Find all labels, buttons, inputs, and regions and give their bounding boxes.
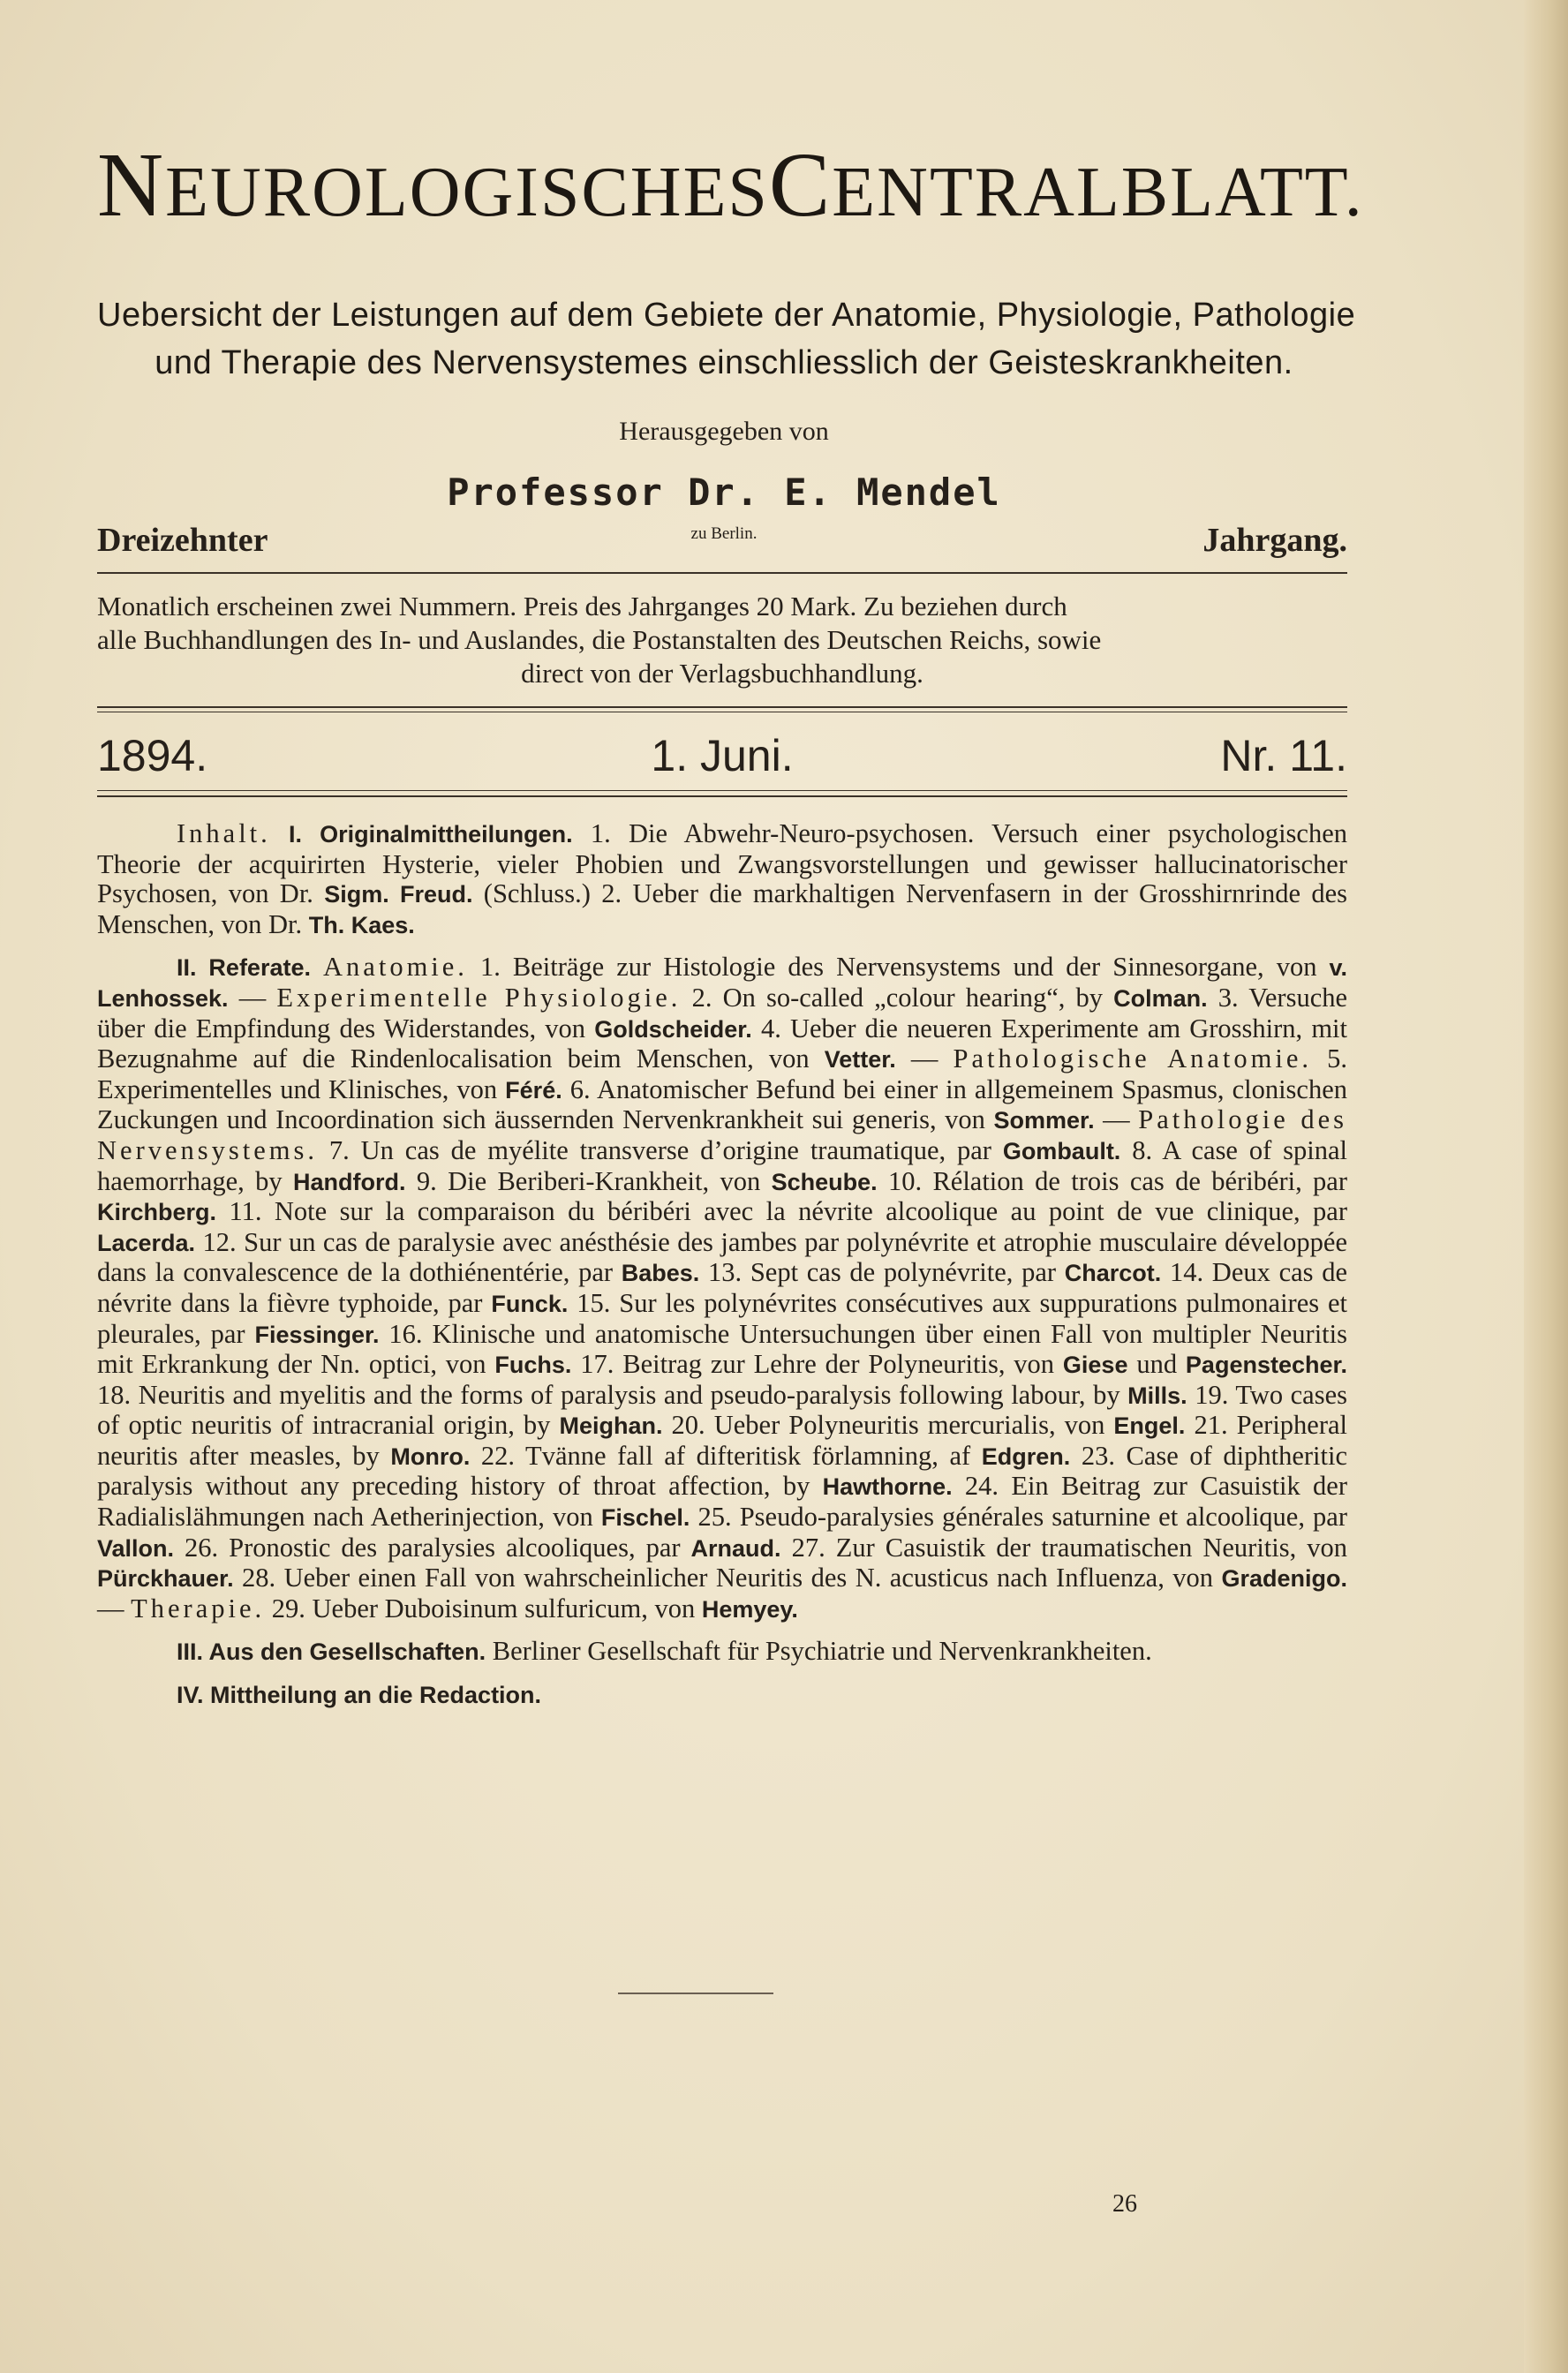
page-number: 26 [1112, 2190, 1137, 2218]
issue-line [97, 730, 1347, 783]
contents-section-mittheilung: IV. Mittheilung an die Redaction. [177, 1682, 542, 1709]
contents-section-originals: Inhalt. I. Originalmittheilungen. 1. Die Abwehr-Neuro-psychosen. Versuch einer psychologischen Theorie der acquirirten Hysterie, vieler Phobien und Zwangsvorstellungen und gewisser hallucinatorischer Psychosen, von Dr. Sigm. Freud. (Schluss.) 2. Ueber die markhaltigen Nervenfasern in der Grosshirnrinde des Menschen, von Dr. Th. Kaes. [97, 818, 1347, 939]
volume-label: Jahrgang. [1202, 522, 1347, 559]
editor-location: zu Berlin. [690, 524, 758, 543]
contents-section-referate: II. Referate. Anatomie. 1. Beiträge zur Histologie des Nervensystems und der Sinnesorgane, von v. Lenhossek. — Experimentelle Physiologie. 2. On so-called „colour hearing“, by Colman. 3. Versuche über die Empfindung des Widerstandes, von Goldscheider. 4. Ueber die neueren Experimente am Grosshirn, mit Bezugnahme auf die Rindenlocalisation beim Menschen, von Vetter. — Pathologische Anatomie. 5. Experimentelles und Klinisches, von Féré. 6. Anatomischer Befund bei einer in allgemeinem Spasmus, clonischen Zuckungen und Incoordination sich äussernden Nervenkrankheit sui generis, von Sommer. — Pathologie des Nervensystems. 7. Un cas de myélite transverse d’origine traumatique, par Gombault. 8. A case of spinal haemorrhage, by Handford. 9. Die Beriberi-Krankheit, von Scheube. 10. Rélation de trois cas de béribéri, par Kirchberg. 11. Note sur la comparaison du béribéri avec la névrite alcoolique au point de vue clinique, par Lacerda. 12. Sur un cas de paralysie avec anésthésie des jambes par polynévrite et atrophie musculaire développée dans la convalescence de la dothiénentérie, par Babes. 13. Sept cas de polynévrite, par Charcot. 14. Deux cas de névrite dans la fièvre typhoide, par Funck. 15. Sur les polynévrites consécutives aux suppurations pulmonaires et pleurales, par Fiessinger. 16. Klinische und anatomische Untersuchungen über einen Fall von multipler Neuritis mit Erkrankung der Nn. optici, von Fuchs. 17. Beitrag zur Lehre der Polyneuritis, von Giese und Pagenstecher. 18. Neuritis and myelitis and the forms of paralysis and pseudo-paralysis following labour, by Mills. 19. Two cases of optic neuritis of intracranial origin, by Meighan. 20. Ueber Polyneuritis mercurialis, von Engel. 21. Peripheral neuritis after measles, by Monro. 22. Tvänne fall af difteritisk förlamning, af Edgren. 23. Case of diphtheritic paralysis without any preceding history of throat affection, by Hawthorne. 24. Ein Beitrag zur Casuistik der Radialislähmungen nach Aetherinjection, von Fischel. 25. Pseudo-paralysies générales saturnine et alcoolique, par Vallon. 26. Pronostic des paralysies alcooliques, par Arnaud. 27. Zur Casuistik der traumatischen Neuritis, von Pürckhauer. 28. Ueber einen Fall von wahrscheinlicher Neuritis des N. acusticus nach Influenza, von Gradenigo. — Therapie. 29. Ueber Duboisinum sulfuricum, von Hemyey. [97, 952, 1348, 1623]
issue-rule-top [97, 706, 1347, 708]
journal-title: NEUROLOGISCHESCENTRALBLATT. [97, 134, 1364, 236]
subscription-notice: Monatlich erscheinen zwei Nummern. Preis des Jahrganges 20 Mark. Zu beziehen durch alle Buchhandlungen des In- und Auslandes, die Postanstalten des Deutschen Reichs, sowie direct von der Verlagsbuchhandlung. [97, 591, 1102, 689]
publisher-intro: Herausgegeben von [619, 417, 829, 446]
issue-rule-bottom [97, 795, 1347, 797]
journal-subtitle: Uebersicht der Leistungen auf dem Gebiete der Anatomie, Physiologie, Pathologie und Therapie des Nervensystemes einschliesslich der Geisteskrankheiten. [97, 297, 1356, 381]
table-of-contents [97, 819, 1347, 1723]
issue-number: Nr. 11. [1220, 731, 1347, 780]
issue-year: 1894. [97, 731, 208, 780]
section-end-rule [618, 1993, 773, 1994]
issue-date: 1. Juni. [651, 731, 794, 780]
volume-ordinal: Dreizehnter [97, 522, 268, 559]
editor-name: Professor Dr. E. Mendel [447, 471, 1001, 514]
page-binding-edge [1524, 0, 1568, 2373]
contents-section-gesellschaften: III. Aus den Gesellschaften. Berliner Gesellschaft für Psychiatrie und Nervenkrankheiten. [177, 1636, 1152, 1667]
issue-rule-bottom-thin [97, 790, 1347, 791]
header-divider [97, 572, 1347, 574]
